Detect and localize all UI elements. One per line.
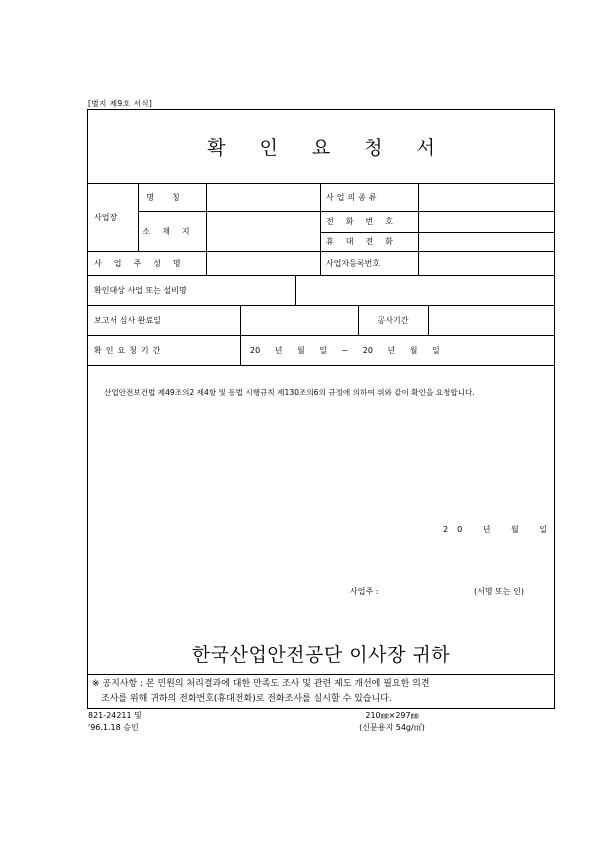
signature-label: (서명 또는 인) bbox=[474, 587, 524, 596]
construction-period-label: 공사기간 bbox=[377, 315, 409, 325]
mobile-label: 휴대전화 bbox=[326, 237, 405, 246]
phone-label: 전화번호 bbox=[326, 217, 405, 226]
representative-label: 사업주성명 bbox=[94, 258, 193, 268]
notice-box bbox=[88, 674, 554, 710]
row-divider bbox=[88, 365, 554, 366]
workplace-label-text: 사업장 bbox=[94, 212, 118, 222]
name-label: 명칭 bbox=[146, 192, 198, 202]
request-period-label: 확인요청기간 bbox=[94, 345, 165, 355]
request-period-value[interactable]: 20 년 월 일 ~ 20 년 월 일 bbox=[250, 345, 440, 355]
construction-period-value[interactable] bbox=[428, 305, 554, 335]
registration-value[interactable] bbox=[418, 251, 554, 275]
notice-line-1: ※ 공지사항 : 본 민원의 처리결과에 대한 만족도 조사 및 관련 제도 개선에 필요한 의견 bbox=[92, 679, 430, 689]
approval-date: '96.1.18 승인 bbox=[88, 723, 139, 732]
address-label: 소재지 bbox=[142, 226, 202, 236]
workplace-label bbox=[88, 183, 138, 251]
paper-type: (신문용지 54g/㎡) bbox=[359, 723, 425, 732]
footer-paper bbox=[342, 710, 442, 734]
report-date-label: 보고서 심사 완료일 bbox=[94, 315, 161, 325]
form-code: 821-24211 및 bbox=[88, 711, 142, 720]
registration-label: 사업자등록번호 bbox=[326, 258, 381, 268]
business-type-label: 사업의종류 bbox=[326, 192, 380, 202]
business-type-value[interactable] bbox=[418, 183, 554, 211]
applicant-label: 사업주 : bbox=[350, 587, 379, 596]
form-title: 확인요청서 bbox=[88, 110, 554, 184]
mobile-value[interactable] bbox=[418, 232, 554, 251]
request-date[interactable]: 20 년 월 일 bbox=[443, 525, 556, 534]
representative-value[interactable] bbox=[206, 251, 320, 275]
form-id: [별지 제9호 서식] bbox=[88, 99, 153, 108]
request-statement: 산업안전보건법 제49조의2 제4항 및 동법 시행규칙 제130조의6의 규정에 의하여 위와 같이 확인을 요청합니다. bbox=[104, 388, 475, 397]
target-label: 확인대상 사업 또는 설비명 bbox=[94, 285, 187, 295]
footer-code bbox=[88, 710, 142, 734]
notice-line-2: 조사를 위해 귀하의 전화번호(휴대전화)로 전화조사를 실시할 수 있습니다. bbox=[101, 694, 392, 704]
report-date-value[interactable] bbox=[240, 305, 358, 335]
name-value[interactable] bbox=[206, 183, 320, 211]
phone-value[interactable] bbox=[418, 211, 554, 232]
recipient-line: 한국산업안전공단 이사장 귀하 bbox=[191, 644, 451, 666]
address-value[interactable] bbox=[206, 211, 320, 251]
form-frame bbox=[87, 109, 555, 709]
paper-size: 210㎜×297㎜ bbox=[365, 711, 419, 720]
target-value[interactable] bbox=[295, 275, 554, 305]
